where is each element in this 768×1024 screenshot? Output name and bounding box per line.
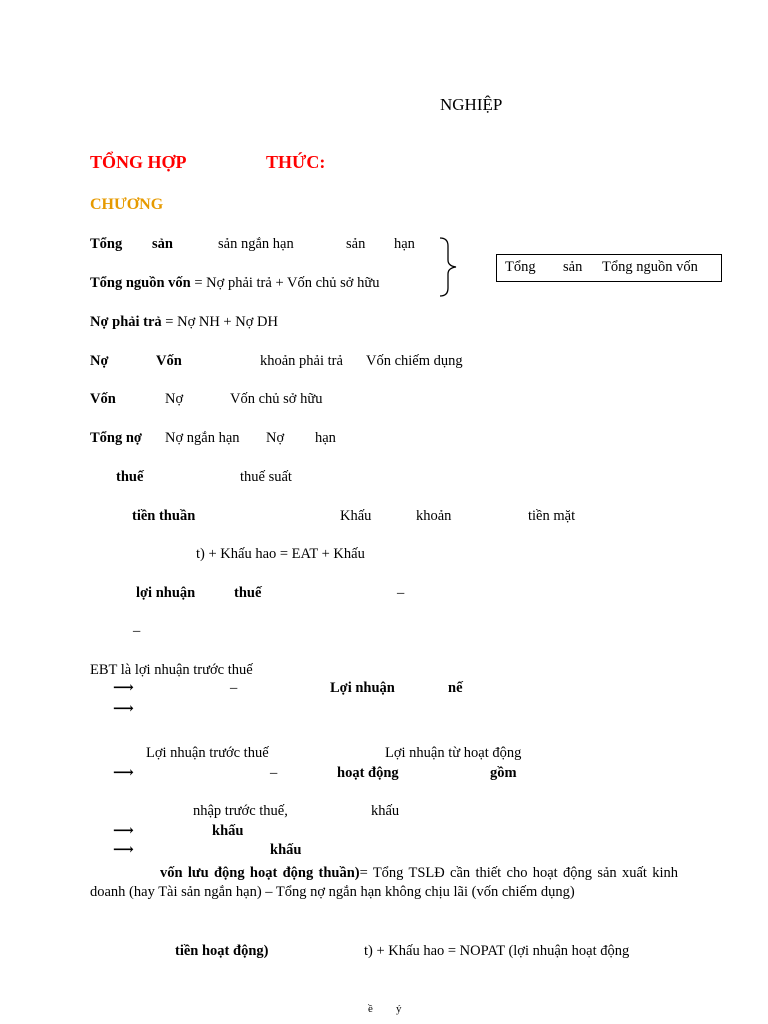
- hd-dash: –: [270, 765, 278, 781]
- heading-right: THỨC:: [266, 152, 326, 172]
- long-debt-b: hạn: [315, 430, 336, 446]
- box-text-c: Tổng nguồn vốn: [602, 259, 698, 275]
- khau-label-2: khấu: [270, 842, 302, 858]
- profit-tax-label: thuế: [234, 585, 262, 601]
- arrow-icon: ⟶: [113, 842, 134, 858]
- von-row-label: Vốn: [90, 391, 116, 407]
- heading-left: TỔNG HỢP: [90, 152, 187, 172]
- pretax-income-text: nhập trước thuế,: [193, 803, 288, 819]
- includes-label: gồm: [490, 765, 517, 781]
- assets-long-b: hạn: [394, 236, 415, 252]
- working-capital-paragraph: [90, 864, 678, 902]
- working-capital-text: = Tổng TSLĐ cần thiết cho hoạt động sản xuất kinh doanh (hay Tài sản ngắn hạn) – Tổng nợ ngắn hạn không chịu lãi (vốn chiếm dụng): [90, 865, 678, 900]
- chapter-heading: CHƯƠNG: [90, 196, 164, 213]
- pretax-profit-text: Lợi nhuận trước thuế: [146, 745, 269, 761]
- page-title: NGHIỆP: [440, 95, 503, 114]
- total-debt-label: Tổng nợ: [90, 430, 142, 446]
- assets-label: Tổng: [90, 236, 123, 252]
- equation-box: [496, 254, 722, 282]
- dash-line: –: [133, 623, 141, 639]
- ebt-text: EBT là lợi nhuận trước thuế: [90, 662, 253, 678]
- capital-label: Tổng nguồn vốn: [90, 275, 191, 291]
- footer-glyph-b: ý: [396, 1003, 402, 1015]
- tax-label: thuế: [116, 469, 144, 485]
- assets-label-2: sản: [152, 236, 173, 252]
- von-label: Vốn: [156, 353, 182, 369]
- box-text-a: Tổng: [505, 259, 536, 275]
- arrow-icon: ⟶: [113, 680, 134, 696]
- tax-rate-text: thuế suất: [240, 469, 292, 485]
- profit-dash: –: [397, 585, 405, 601]
- khau-text: Khấu: [340, 508, 372, 524]
- cash-text: tiền mặt: [528, 508, 576, 524]
- operating-label: hoạt động: [337, 765, 399, 781]
- nopat-formula: t) + Khấu hao = NOPAT (lợi nhuận hoạt động: [364, 943, 630, 959]
- operating-profit-text: Lợi nhuận từ hoạt động: [385, 745, 522, 761]
- depreciation-formula: t) + Khấu hao = EAT + Khấu: [196, 546, 365, 562]
- khoan-text: khoản: [416, 508, 452, 524]
- assets-long-a: sản: [346, 236, 366, 252]
- working-capital-label: vốn lưu động hoạt động thuần): [160, 865, 360, 881]
- profit-label: lợi nhuận: [136, 585, 196, 601]
- khau-text-2: khấu: [371, 803, 400, 819]
- von-row-no: Nợ: [165, 391, 184, 407]
- ebt-ne-label: nế: [448, 680, 463, 696]
- capital-line: [90, 274, 379, 292]
- arrow-icon: ⟶: [113, 701, 134, 717]
- payables-text: khoản phải trả: [260, 353, 343, 369]
- no-label: Nợ: [90, 353, 109, 369]
- capital-formula: = Nợ phải trả + Vốn chủ sở hữu: [190, 275, 380, 291]
- net-cash-label: tiền thuần: [132, 508, 196, 524]
- ebt-dash: –: [230, 680, 238, 696]
- footer-glyph-a: ề: [368, 1003, 373, 1015]
- box-text-b: sản: [563, 259, 583, 275]
- khau-label-1: khấu: [212, 823, 244, 839]
- occupied-capital-text: Vốn chiếm dụng: [366, 353, 463, 369]
- brace-icon: [438, 236, 462, 298]
- arrow-icon: ⟶: [113, 765, 134, 781]
- operating-cash-label: tiền hoạt động): [175, 943, 269, 959]
- assets-short: sản ngắn hạn: [218, 236, 294, 252]
- short-debt-text: Nợ ngắn hạn: [165, 430, 240, 446]
- ebt-profit-label: Lợi nhuận: [330, 680, 395, 696]
- von-row-equity: Vốn chủ sở hữu: [230, 391, 323, 407]
- arrow-icon: ⟶: [113, 823, 134, 839]
- debt-formula: = Nợ NH + Nợ DH: [161, 314, 278, 330]
- debt-label: Nợ phải trả: [90, 314, 162, 330]
- debt-line: [90, 313, 278, 331]
- long-debt-a: Nợ: [266, 430, 285, 446]
